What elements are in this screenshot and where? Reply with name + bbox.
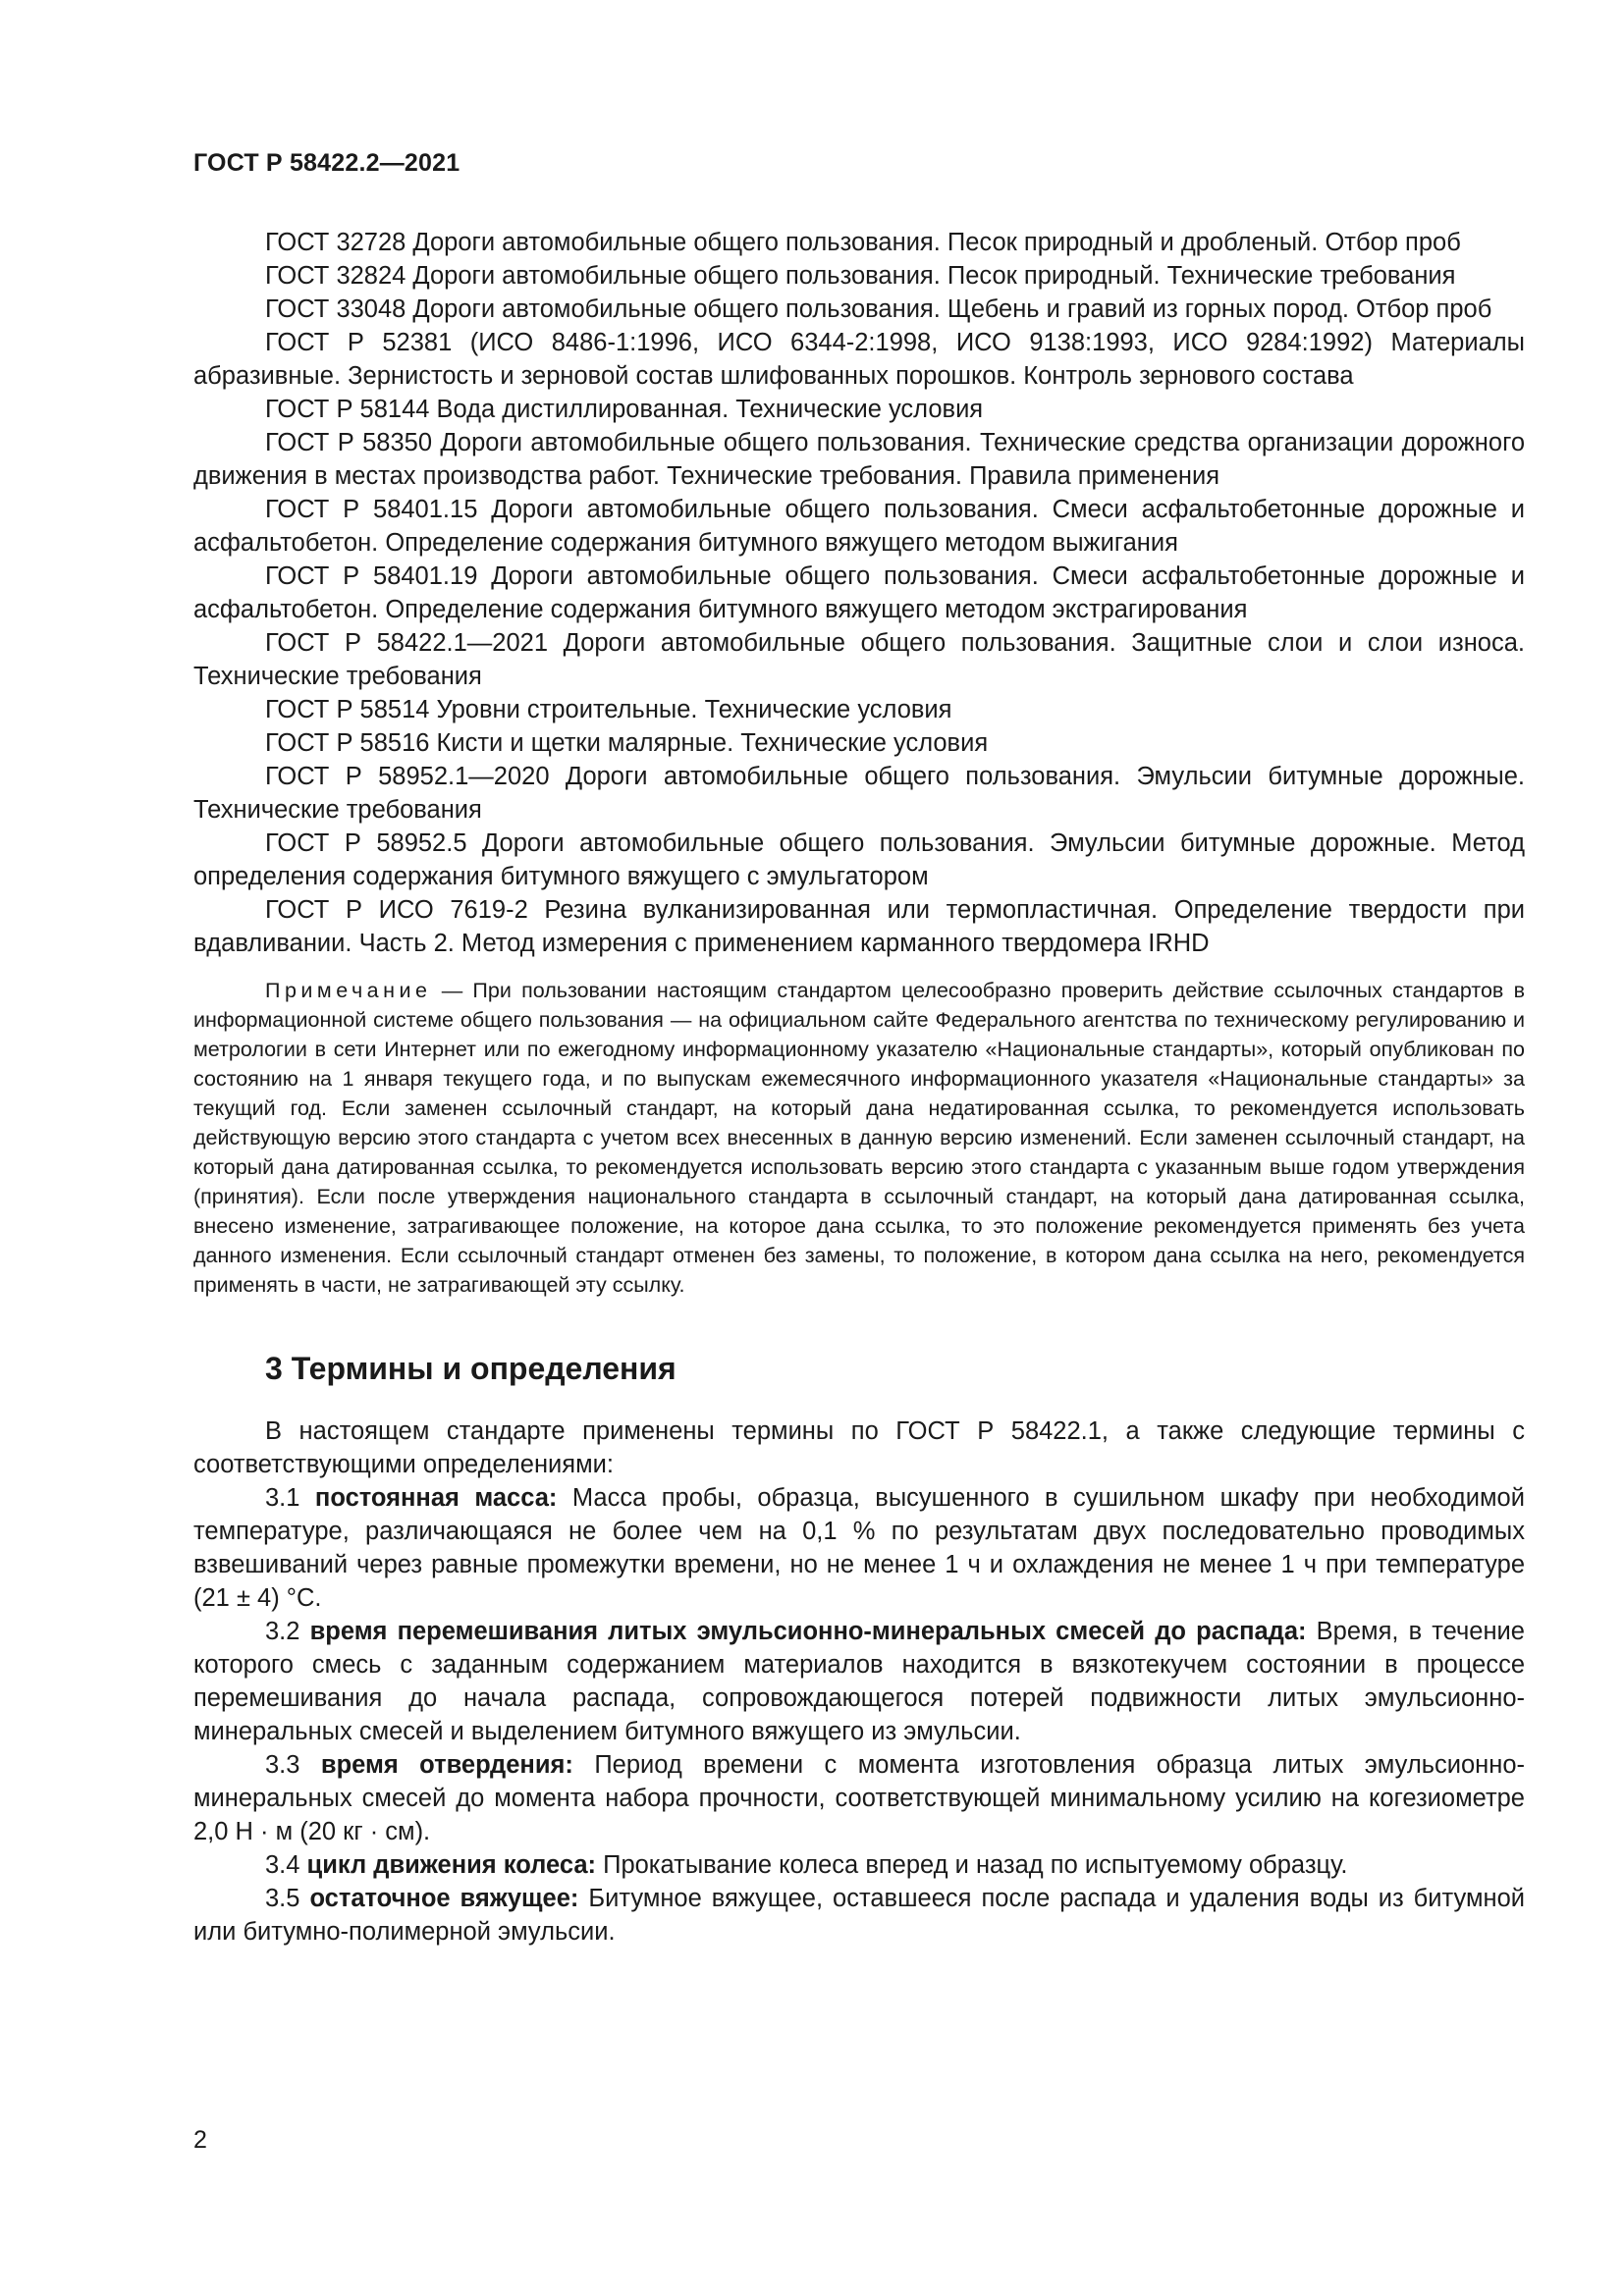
references-list bbox=[193, 226, 1525, 960]
reference-item: ГОСТ Р 58952.5 Дороги автомобильные общего пользования. Эмульсии битумные дорожные. Метод определения содержания битумного вяжущего с эмульгатором bbox=[193, 829, 1525, 890]
page-content bbox=[193, 226, 1525, 1949]
reference-item: ГОСТ Р 58144 Вода дистиллированная. Технические условия bbox=[265, 396, 984, 423]
section-intro: В настоящем стандарте применены термины по ГОСТ Р 58422.1, а также следующие термины с соответствующими определениями: bbox=[193, 1416, 1525, 1478]
document-header: ГОСТ Р 58422.2—2021 bbox=[193, 149, 460, 177]
reference-item: ГОСТ Р 58516 Кисти и щетки малярные. Технические условия bbox=[265, 729, 989, 757]
term-text: Прокатывание колеса вперед и назад по испытуемому образцу. bbox=[603, 1850, 1348, 1879]
reference-item: ГОСТ 33048 Дороги автомобильные общего пользования. Щебень и гравий из горных пород. Отбор проб bbox=[265, 295, 1492, 323]
reference-item: ГОСТ Р 58422.1—2021 Дороги автомобильные общего пользования. Защитные слои и слои износа. Технические требования bbox=[193, 629, 1525, 690]
term-number: 3.1 bbox=[265, 1483, 300, 1512]
term-text: Масса пробы, образца, высушенного в сушильном шкафу при необходимой температуре, различающаяся не более чем на 0,1 % по результатам двух последовательно проводимых взвешиваний через равные промежутки времени, но не менее 1 ч и охлаждения не менее 1 ч при температуре (21 ± 4) °С. bbox=[193, 1483, 1525, 1612]
term-definition bbox=[193, 1481, 1525, 1615]
term-definition bbox=[193, 1848, 1525, 1882]
term-name: время перемешивания литых эмульсионно-минеральных смесей до распада: bbox=[309, 1617, 1307, 1645]
term-name: время отвердения: bbox=[320, 1750, 573, 1779]
term-number: 3.3 bbox=[265, 1750, 300, 1779]
terms-section bbox=[193, 1415, 1525, 1949]
reference-item: ГОСТ Р 58401.19 Дороги автомобильные общего пользования. Смеси асфальтобетонные дорожные и асфальтобетон. Определение содержания битумного вяжущего методом экстрагирования bbox=[193, 562, 1525, 623]
note-paragraph bbox=[193, 976, 1525, 1300]
term-name: цикл движения колеса: bbox=[306, 1850, 597, 1879]
reference-item: ГОСТ Р 58952.1—2020 Дороги автомобильные общего пользования. Эмульсии битумные дорожные. Технические требования bbox=[193, 763, 1525, 824]
term-number: 3.4 bbox=[265, 1850, 300, 1879]
reference-item: ГОСТ 32728 Дороги автомобильные общего пользования. Песок природный и дробленый. Отбор проб bbox=[265, 229, 1461, 256]
reference-item: ГОСТ Р 58350 Дороги автомобильные общего пользования. Технические средства организации дорожного движения в местах производства работ. Технические требования. Правила применения bbox=[193, 429, 1525, 490]
section-title: 3 Термины и определения bbox=[265, 1351, 677, 1386]
term-definition bbox=[193, 1615, 1525, 1748]
term-name: постоянная масса: bbox=[314, 1483, 558, 1512]
note-label: Примечание bbox=[265, 979, 432, 1002]
page-number: 2 bbox=[193, 2126, 207, 2154]
term-text: Битумное вяжущее, оставшееся после распада и удаления воды из битумной или битумно-полимерной эмульсии. bbox=[193, 1884, 1525, 1946]
term-text: Время, в течение которого смесь с заданным содержанием материалов находится в вязкотекучем состоянии в процессе перемешивания до начала распада, сопровождающегося потерей подвижности литых эмульсионно-минеральных смесей и выделением битумного вяжущего из эмульсии. bbox=[193, 1617, 1525, 1745]
term-number: 3.5 bbox=[265, 1884, 300, 1912]
note-text: — При пользовании настоящим стандартом целесообразно проверить действие ссылочных стандартов в информационной системе общего пользования — на официальном сайте Федерального агентства по техническому регулированию и метрологии в сети Интернет или по ежегодному информационному указателю «Национальные стандарты», который опубликован по состоянию на 1 января текущего года, и по выпускам ежемесячного информационного указателя «Национальные стандарты» за текущий год. Если заменен ссылочный стандарт, на который дана недатированная ссылка, то рекомендуется использовать действующую версию этого стандарта с учетом всех внесенных в данную версию изменений. Если заменен ссылочный стандарт, на который дана датированная ссылка, то рекомендуется использовать версию этого стандарта с указанным выше годом утверждения (принятия). Если после утверждения национального стандарта в ссылочный стандарт, на который дана датированная ссылка, внесено изменение, затрагивающее положение, на которое дана ссылка, то это положение рекомендуется применять без учета данного изменения. Если ссылочный стандарт отменен без замены, то положение, в котором дана ссылка на него, рекомендуется применять в части, не затрагивающей эту ссылку. bbox=[193, 979, 1525, 1297]
reference-item: ГОСТ 32824 Дороги автомобильные общего пользования. Песок природный. Технические требования bbox=[265, 262, 1456, 290]
term-number: 3.2 bbox=[265, 1617, 300, 1645]
term-definition bbox=[193, 1748, 1525, 1848]
term-text: Период времени с момента изготовления образца литых эмульсионно-минеральных смесей до момента набора прочности, соответствующей минимальному усилию на когезиометре 2,0 Н · м (20 кг · см). bbox=[193, 1750, 1525, 1845]
reference-item: ГОСТ Р 58514 Уровни строительные. Технические условия bbox=[265, 696, 952, 723]
term-name: остаточное вяжущее: bbox=[309, 1884, 579, 1912]
term-definition bbox=[193, 1882, 1525, 1949]
reference-item: ГОСТ Р ИСО 7619-2 Резина вулканизированная или термопластичная. Определение твердости при вдавливании. Часть 2. Метод измерения с применением карманного твердомера IRHD bbox=[193, 896, 1525, 957]
reference-item: ГОСТ Р 58401.15 Дороги автомобильные общего пользования. Смеси асфальтобетонные дорожные и асфальтобетон. Определение содержания битумного вяжущего методом выжигания bbox=[193, 496, 1525, 557]
reference-item: ГОСТ Р 52381 (ИСО 8486-1:1996, ИСО 6344-2:1998, ИСО 9138:1993, ИСО 9284:1992) Материалы абразивные. Зернистость и зерновой состав шлифованных порошков. Контроль зернового состава bbox=[193, 329, 1525, 390]
